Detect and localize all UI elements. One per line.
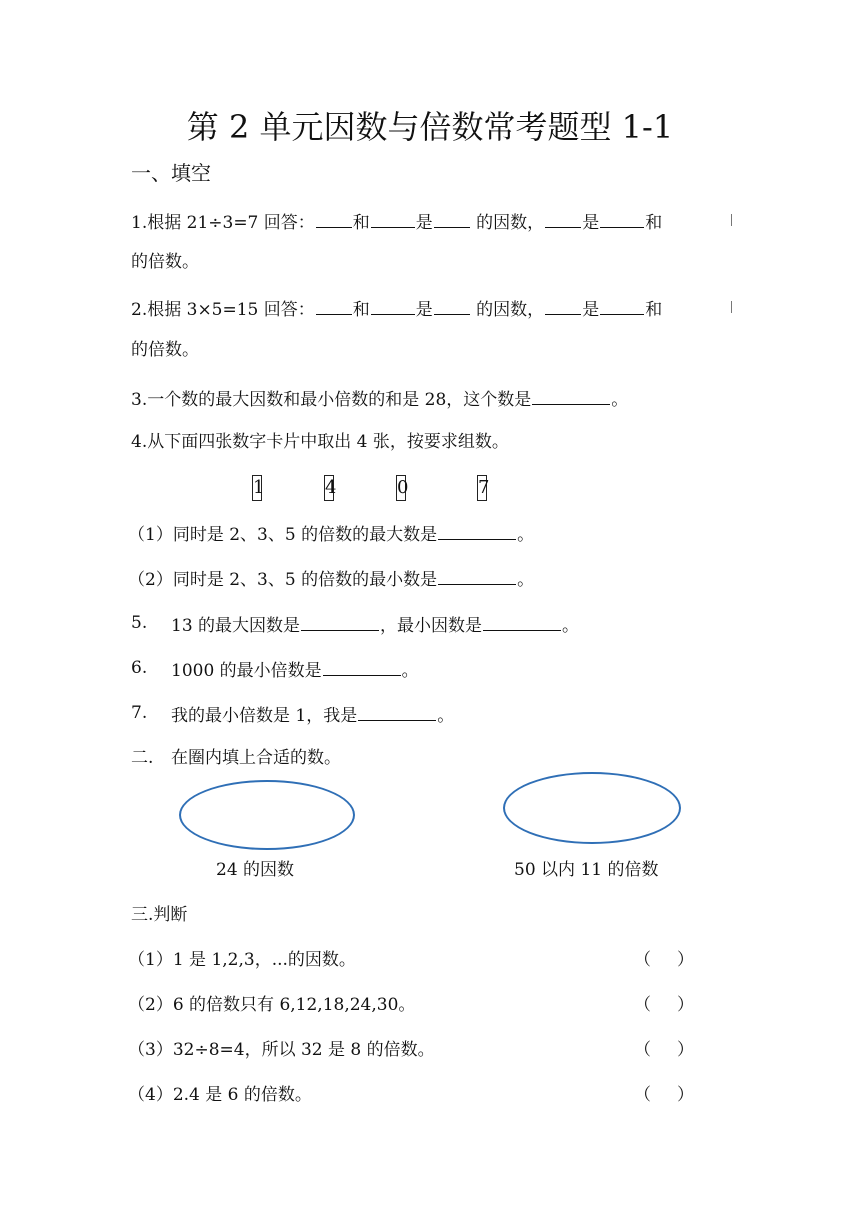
q3-end: 。 (611, 390, 629, 410)
question-3 (131, 389, 628, 409)
q5-blank-2[interactable] (483, 615, 561, 631)
q7-text: 我的最小倍数是 1，我是 (171, 706, 358, 726)
q2-blank-3[interactable] (434, 299, 470, 315)
cut-mark (731, 214, 732, 226)
answer-bracket[interactable] (634, 997, 694, 1014)
judgment-item: （1）1 是 1,2,3，...的因数。 (128, 950, 356, 970)
q1-blank-5[interactable] (600, 212, 644, 228)
q4-1-end: 。 (517, 525, 535, 545)
q4-2-end: 。 (517, 570, 535, 590)
q3-text: 3.一个数的最大因数和最小倍数的和是 28，这个数是 (131, 390, 532, 410)
q1-is-2: 是 (582, 213, 600, 233)
question-4-2 (128, 569, 534, 589)
q4-1-text: （1）同时是 2、3、5 的倍数的最大数是 (128, 525, 438, 545)
q6-end: 。 (401, 661, 419, 681)
section2-heading: 在圈内填上合适的数。 (171, 748, 341, 768)
close-paren: ） (677, 950, 694, 970)
question-4: 4.从下面四张数字卡片中取出 4 张，按要求组数。 (131, 432, 509, 452)
factor-circle-label: 24 的因数 (216, 860, 295, 880)
question-1 (131, 212, 662, 232)
q1-is-1: 是 (415, 213, 433, 233)
page-title: 第 2 单元因数与倍数常考题型 1-1 (186, 108, 674, 146)
q2-prefix: 2.根据 3×5=15 回答： (131, 300, 315, 320)
section3-heading: 三.判断 (131, 905, 188, 925)
q3-blank[interactable] (532, 389, 610, 405)
question-5-number: 5. (131, 613, 148, 633)
q7-blank[interactable] (358, 705, 436, 721)
q7-end: 。 (437, 706, 455, 726)
q2-blank-1[interactable] (316, 299, 352, 315)
answer-bracket[interactable] (634, 952, 694, 969)
open-paren: （ (634, 1040, 651, 1060)
q2-blank-2[interactable] (371, 299, 415, 315)
q2-blank-4[interactable] (545, 299, 581, 315)
question-5 (171, 615, 579, 635)
section2-heading-number: 二. (131, 748, 154, 768)
question-7-number: 7. (131, 703, 148, 723)
close-paren: ） (677, 1040, 694, 1060)
q1-and-2: 和 (645, 213, 663, 233)
q1-and-1: 和 (352, 213, 370, 233)
q1-blank-2[interactable] (371, 212, 415, 228)
q4-2-text: （2）同时是 2、3、5 的倍数的最小数是 (128, 570, 438, 590)
judgment-item: （2）6 的倍数只有 6,12,18,24,30。 (128, 995, 416, 1015)
q5-mid: ，最小因数是 (380, 616, 483, 636)
q1-continuation: 的倍数。 (131, 252, 199, 272)
q2-continuation: 的倍数。 (131, 340, 199, 360)
q4-2-blank[interactable] (438, 569, 516, 585)
q2-of-factor: 的因数， (470, 300, 545, 320)
question-2 (131, 299, 662, 319)
digit-card: 1 (252, 475, 262, 501)
q4-1-blank[interactable] (438, 524, 516, 540)
q2-blank-5[interactable] (600, 299, 644, 315)
q2-is-2: 是 (582, 300, 600, 320)
question-4-1 (128, 524, 534, 544)
q1-of-factor: 的因数， (470, 213, 545, 233)
open-paren: （ (634, 950, 651, 970)
q6-text: 1000 的最小倍数是 (171, 661, 322, 681)
factor-circle[interactable] (179, 780, 355, 850)
question-6 (171, 660, 419, 680)
multiple-circle[interactable] (503, 772, 681, 844)
q6-blank[interactable] (323, 660, 401, 676)
q1-blank-4[interactable] (545, 212, 581, 228)
q1-blank-1[interactable] (316, 212, 352, 228)
digit-card: 7 (477, 475, 487, 501)
open-paren: （ (634, 995, 651, 1015)
q2-and-1: 和 (352, 300, 370, 320)
open-paren: （ (634, 1085, 651, 1105)
q1-blank-3[interactable] (434, 212, 470, 228)
cut-mark (731, 301, 732, 313)
answer-bracket[interactable] (634, 1087, 694, 1104)
close-paren: ） (677, 1085, 694, 1105)
answer-bracket[interactable] (634, 1042, 694, 1059)
judgment-item: （4）2.4 是 6 的倍数。 (128, 1085, 312, 1105)
q5-end: 。 (562, 616, 580, 636)
q5-text: 13 的最大因数是 (171, 616, 301, 636)
question-7 (171, 705, 454, 725)
q2-and-2: 和 (645, 300, 663, 320)
judgment-item: （3）32÷8=4，所以 32 是 8 的倍数。 (128, 1040, 435, 1060)
digit-card: 4 (324, 475, 334, 501)
q2-is-1: 是 (415, 300, 433, 320)
q5-blank-1[interactable] (301, 615, 379, 631)
close-paren: ） (677, 995, 694, 1015)
multiple-circle-label: 50 以内 11 的倍数 (514, 860, 659, 880)
section1-heading: 一、填空 (131, 161, 211, 185)
q1-prefix: 1.根据 21÷3=7 回答： (131, 213, 315, 233)
digit-card: 0 (396, 475, 406, 501)
question-6-number: 6. (131, 658, 148, 678)
